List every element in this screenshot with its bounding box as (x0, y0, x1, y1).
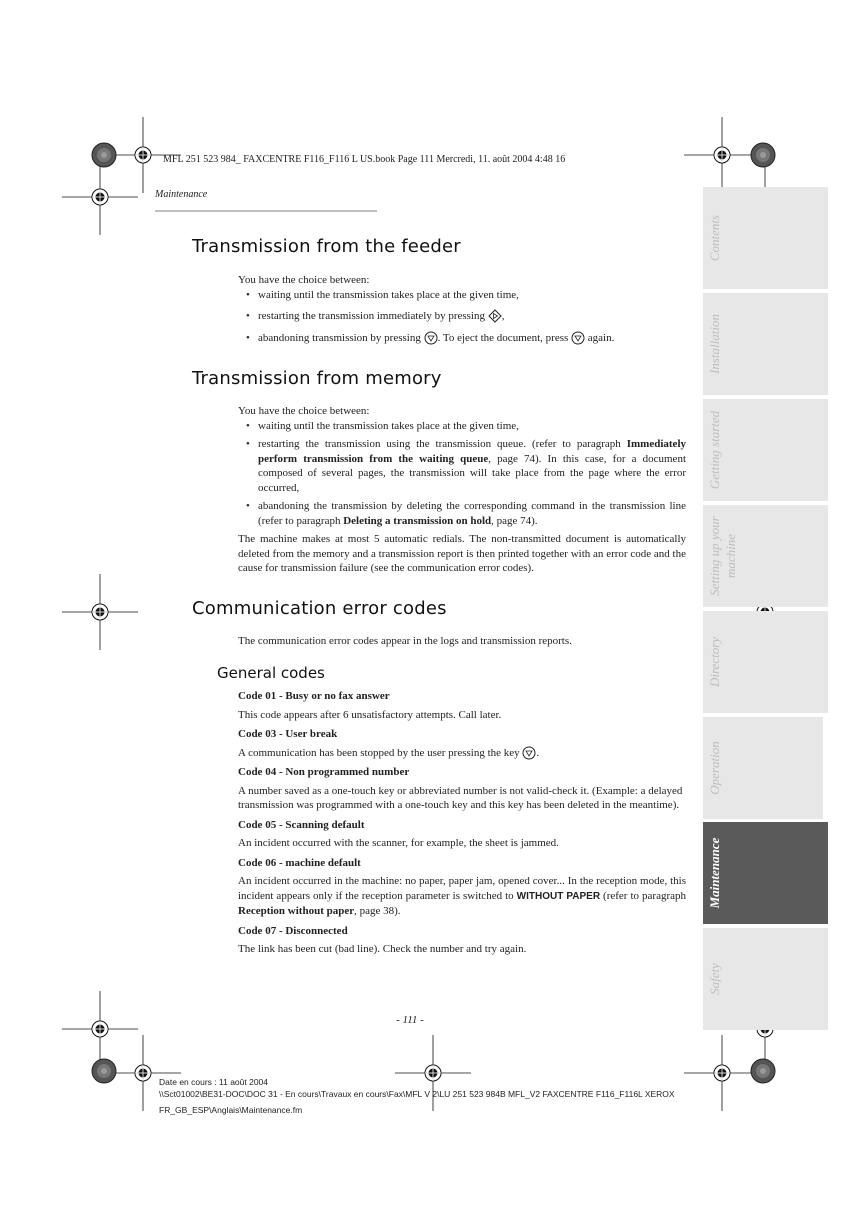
list-item: • restarting the transmission using the transmission queue. (refer to paragraph Immediately perform transmission from the waiting queue, page 74). In this case, for a document composed of several pages, the transmission will take place from the page where the error occurred, (238, 437, 686, 495)
heading-transmission-feeder: Transmission from the feeder (192, 236, 461, 257)
tab-maintenance[interactable]: Maintenance (703, 822, 828, 924)
book-info-line: MFL 251 523 984_ FAXCENTRE F116_F116 L US.book Page 111 Mercredi, 11. août 2004 4:48 16 (163, 154, 566, 165)
code-text: The link has been cut (bad line). Check the number and try again. (238, 943, 527, 955)
tab-safety[interactable]: Safety (703, 928, 828, 1030)
heading-error-codes: Communication error codes (192, 598, 447, 619)
page-number: - 111 - (396, 1014, 424, 1026)
running-header-section: Maintenance (155, 189, 208, 200)
stop-key-icon (522, 746, 536, 760)
code-title: Code 06 - machine default (238, 856, 361, 869)
stop-key-icon (571, 331, 585, 345)
tab-contents[interactable]: Contents (703, 187, 828, 289)
code-title: Code 01 - Busy or no fax answer (238, 690, 390, 702)
stop-key-icon (424, 331, 438, 345)
errors-intro: The communication error codes appear in the logs and transmission reports. (238, 635, 572, 647)
start-key-icon (488, 309, 502, 323)
tab-getting-started[interactable]: Getting started (703, 399, 828, 501)
code-text: An incident occurred in the machine: no paper, paper jam, opened cover... In the reception mode, this incident appears only if the reception parameter is switched to WITHOUT PAPER (refer to paragraph Reception without paper, page 38). (238, 875, 686, 917)
feeder-intro: You have the choice between: (238, 274, 370, 286)
footer-date: Date en cours : 11 août 2004 (159, 1077, 269, 1087)
list-item: • waiting until the transmission takes place at the given time, (238, 419, 686, 434)
code-title: Code 05 - Scanning default (238, 818, 365, 831)
tab-installation[interactable]: Installation (703, 293, 828, 395)
code-title: Code 07 - Disconnected (238, 924, 348, 937)
heading-general-codes: General codes (217, 664, 325, 682)
footer-file: FR_GB_ESP\Anglais\Maintenance.fm (159, 1105, 303, 1115)
code-text: A number saved as a one-touch key or abbreviated number is not valid-check it. (Example: a delayed transmission was programmed with a one-touch key and this key has been deleted in the meantime). (238, 784, 683, 811)
memory-intro: You have the choice between: (238, 405, 370, 417)
heading-transmission-memory: Transmission from memory (192, 368, 442, 389)
list-item: • waiting until the transmission takes place at the given time, (238, 288, 688, 303)
code-title: Code 03 - User break (238, 728, 338, 740)
feeder-section (238, 273, 688, 345)
code-title: Code 04 - Non programmed number (238, 766, 410, 778)
code-text: An incident occurred with the scanner, for example, the sheet is jammed. (238, 837, 559, 849)
memory-note: The machine makes at most 5 automatic redials. The non-transmitted document is automatically deleted from the memory and a transmission report is then printed together with an error code and the cause for transmission failure (see the communication error codes). (238, 533, 686, 574)
code-text: This code appears after 6 unsatisfactory attempts. Call later. (238, 708, 502, 721)
tab-setting-up[interactable]: Setting up your machine (703, 505, 828, 607)
memory-section (238, 404, 686, 576)
footer (159, 1076, 719, 1116)
code-text: A communication has been stopped by the user pressing the key . (238, 746, 540, 759)
footer-path: \\Sct01002\BE31-DOC\DOC 31 - En cours\Travaux en cours\Fax\MFL V 2\LU 251 523 984B MFL_V2 FAXCENTRE F116_F116L XEROX (159, 1089, 675, 1099)
list-item: • restarting the transmission immediately by pressing , (238, 309, 688, 324)
list-item: • abandoning transmission by pressing . To eject the document, press again. (238, 331, 688, 346)
error-codes-list (238, 689, 686, 957)
list-item: • abandoning the transmission by deleting the corresponding command in the transmission line (refer to paragraph Deleting a transmission on hold, page 74). (238, 499, 686, 528)
tab-operation[interactable]: Operation (703, 717, 823, 819)
tab-directory[interactable]: Directory (703, 611, 828, 713)
